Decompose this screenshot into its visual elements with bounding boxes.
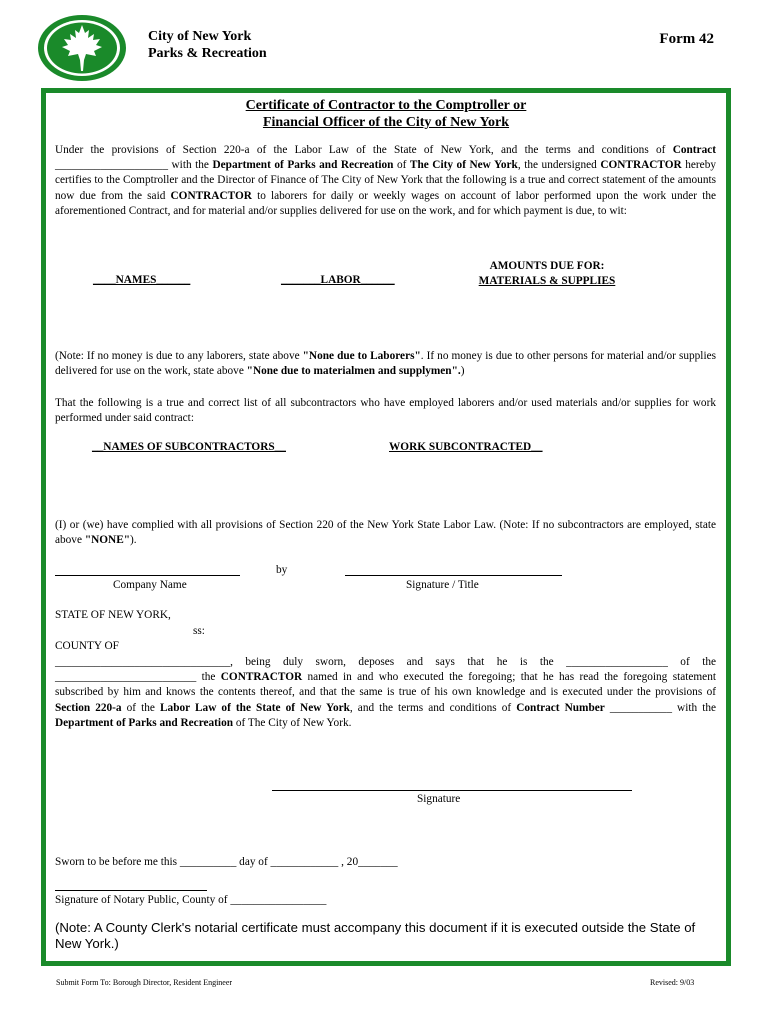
note-bold: "None due to Laborers" <box>302 350 421 362</box>
column-amounts-line2: MATERIALS & SUPPLIES <box>478 275 616 287</box>
affidavit-text: ___________ with the <box>604 701 716 714</box>
agency-line2: Parks & Recreation <box>148 46 267 61</box>
signature-title-label: Signature / Title <box>406 579 479 591</box>
venue-county: COUNTY OF <box>55 640 119 652</box>
column-subcontractor-names: __NAMES OF SUBCONTRACTORS__ <box>92 441 286 453</box>
affidavit-paragraph <box>55 655 716 731</box>
intro-text: to laborers for daily or weekly wages on account of labor performed upon the work under the aforementioned Contract, and for material and/or supplies delivered for use on the work, and for which payment is due, to wit: <box>55 189 716 217</box>
intro-bold: The City of New York <box>409 159 518 172</box>
column-names: ____NAMES______ <box>93 274 191 286</box>
compliance-text: ). <box>130 534 137 547</box>
affidavit-bold: Labor Law of the State of New York <box>160 701 350 714</box>
maple-leaf-icon <box>36 13 128 83</box>
affidavit-bold: Department of Parks and Recreation <box>55 716 234 729</box>
agency-line1: City of New York <box>148 29 252 44</box>
agency-name <box>148 28 267 62</box>
notary-line: Signature of Notary Public, County of _________________ <box>55 894 327 906</box>
subcontractor-paragraph: That the following is a true and correct list of all subcontractors who have employed laborers and/or used materials and/or supplies for work performed under said contract: <box>55 397 716 425</box>
notary-signature-line[interactable] <box>55 878 207 891</box>
form-number: Form 42 <box>659 31 714 47</box>
by-label: by <box>276 564 288 576</box>
company-name-line[interactable] <box>55 561 240 576</box>
sworn-line: Sworn to be before me this __________ day of ____________ , 20_______ <box>55 856 398 868</box>
venue-state: STATE OF NEW YORK, <box>55 609 171 621</box>
affidavit-bold: Contract Number <box>516 701 605 714</box>
intro-bold: Contract <box>672 144 716 156</box>
affidavit-text: _______________________________, being duly sworn, deposes and says that he is the __________________ of the _________________________ the <box>55 656 716 684</box>
title-line2: Financial Officer of the City of New York <box>262 115 510 130</box>
company-name-label: Company Name <box>113 579 187 591</box>
affidavit-bold: Section 220-a <box>55 701 122 714</box>
column-amounts <box>452 259 642 289</box>
affidavit-text: , and the terms and conditions of <box>349 701 517 714</box>
compliance-paragraph <box>55 518 716 548</box>
affidavit-text: of The City of New York. <box>233 716 352 729</box>
column-labor: _______LABOR______ <box>281 274 395 286</box>
intro-text: of <box>393 159 410 172</box>
title-line1: Certificate of Contractor to the Comptroller or <box>245 98 527 113</box>
county-clerk-note: (Note: A County Clerk's notarial certificate must accompany this document if it is executed outside the State of New York.) <box>55 920 696 951</box>
form-title <box>46 97 726 131</box>
affiant-signature-line[interactable] <box>272 776 632 791</box>
venue-ss: ss: <box>193 625 205 637</box>
compliance-text: (I) or (we) have complied with all provisions of Section 220 of the New York State Labor Law. (Note: If no subcontractors are employed, state above <box>55 519 716 547</box>
note-none-due <box>55 349 716 379</box>
intro-text: hereby certifies to the Comptroller and the Director of Finance of The City of New York that the following is a true and correct statement of the amounts now due from the said <box>55 159 716 202</box>
intro-bold: CONTRACTOR <box>170 189 252 202</box>
intro-bold: CONTRACTOR <box>600 159 682 172</box>
footer-revised: Revised: 9/03 <box>650 978 695 987</box>
note-bold: "None due to materialmen and supplymen". <box>246 365 461 378</box>
signature-label: Signature <box>417 793 461 805</box>
intro-text: ____________________ with the <box>55 159 213 172</box>
column-amounts-line1: AMOUNTS DUE FOR: <box>489 260 605 272</box>
note-text: . If no money is due to other persons for material and/or supplies delivered for use on the work, state above <box>55 350 716 378</box>
compliance-bold: "NONE" <box>84 534 130 547</box>
intro-text: , the undersigned <box>517 159 601 172</box>
affidavit-text: named in and who executed the foregoing; that he has read the foregoing statement subscribed by him and knows the contents thereof, and that the same is true of his own knowledge and is executed under the provisions of <box>55 671 716 699</box>
note-text: ) <box>460 365 465 378</box>
intro-paragraph <box>55 143 716 219</box>
affidavit-bold: CONTRACTOR <box>220 671 303 684</box>
intro-text: Under the provisions of Section 220-a of the Labor Law of the State of New York, and the terms and conditions of <box>55 144 673 156</box>
intro-bold: Department of Parks and Recreation <box>212 159 394 172</box>
signature-title-line[interactable] <box>345 561 562 576</box>
footer-submit: Submit Form To: Borough Director, Resident Engineer <box>56 978 233 987</box>
note-text: (Note: If no money is due to any laborers, state above <box>55 350 303 362</box>
affidavit-text: of the <box>121 701 161 714</box>
column-work-subcontracted: WORK SUBCONTRACTED__ <box>389 441 543 453</box>
